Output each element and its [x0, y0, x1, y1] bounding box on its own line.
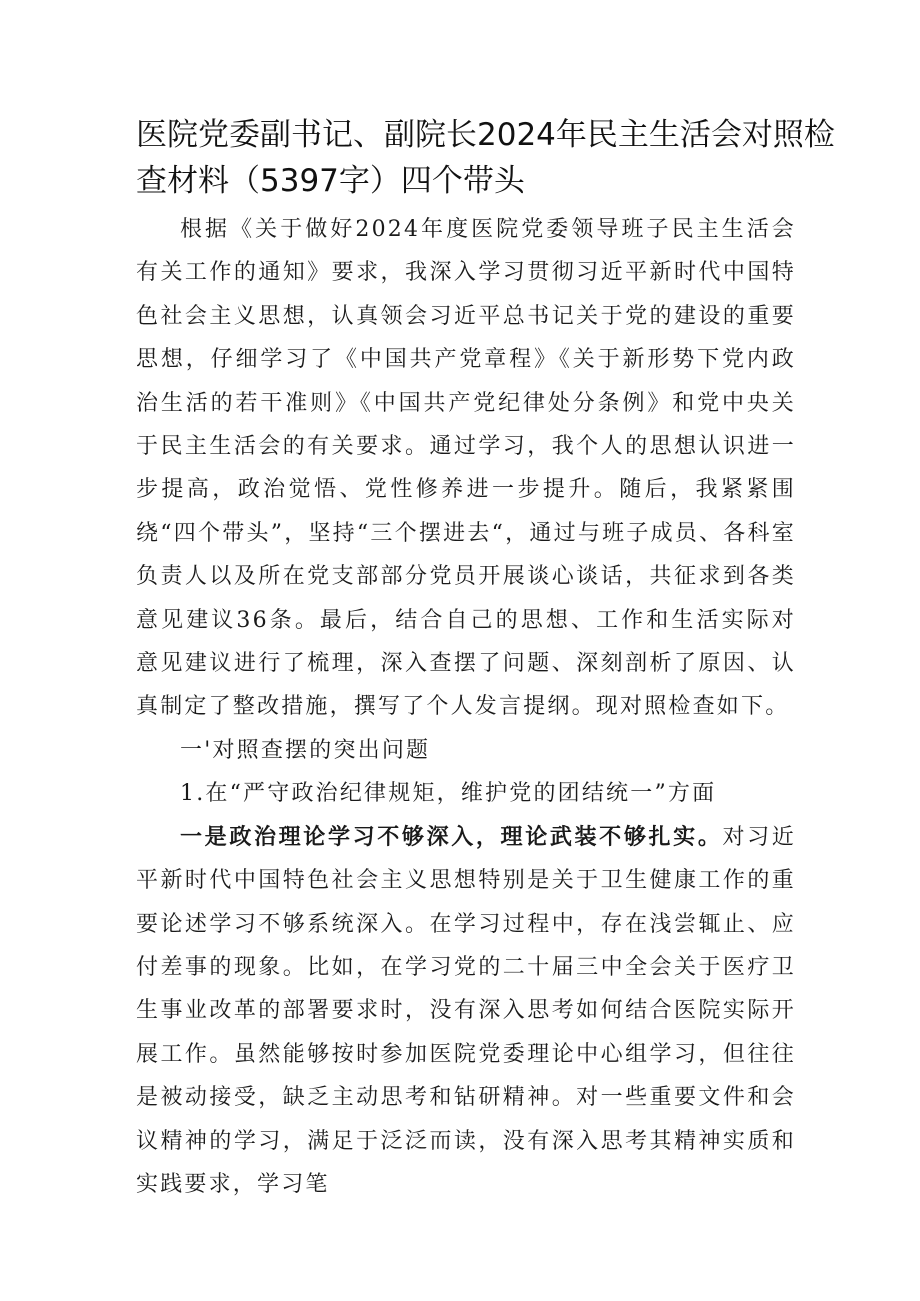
- document-title: 医院党委副书记、副院长2024年民主生活会对照检查材料（5397字）四个带头: [136, 117, 835, 199]
- point-body: 对习近平新时代中国特色社会主义思想特别是关于卫生健康工作的重要论述学习不够系统深入。在学习过程中，存在浅尝辄止、应付差事的现象。比如，在学习党的二十届三中全会关于医疗卫生事业改革的部署要求时，没有深入思考如何结合医院实际开展工作。虽然能够按时参加医院党委理论中心组学习，但往往是被动接受，缺乏主动思考和钻研精神。对一些重要文件和会议精神的学习，满足于泛泛而读，没有深入思考其精神实质和实践要求，学习笔: [136, 824, 797, 1197]
- point-lead: 一是政治理论学习不够深入，理论武装不够扎实。: [180, 823, 723, 850]
- subsection-heading: 1.在“严守政治纪律规矩，维护党的团结统一”方面: [180, 781, 717, 807]
- section-heading: 一'对照查摆的突出问题: [180, 737, 431, 763]
- point-paragraph: [136, 816, 796, 1207]
- intro-paragraph: 根据《关于做好2024年度医院党委领导班子民主生活会有关工作的通知》要求，我深入学习贯彻习近平新时代中国特色社会主义思想，认真领会习近平总书记关于党的建设的重要思想，仔细学习了《中国共产党章程》《关于新形势下党内政治生活的若干准则》《中国共产党纪律处分条例》和党中央关于民主生活会的有关要求。通过学习，我个人的思想认识进一步提高，政治觉悟、党性修养进一步提升。随后，我紧紧围绕“四个带头”，坚持“三个摆进去“，通过与班子成员、各科室负责人以及所在党支部部分党员开展谈心谈话，共征求到各类意见建议36条。最后，结合自己的思想、工作和生活实际对意见建议进行了梳理，深入查摆了问题、深刻剖析了原因、认真制定了整改措施，撰写了个人发言提纲。现对照检查如下。: [136, 217, 796, 720]
- document-body: [136, 208, 796, 1206]
